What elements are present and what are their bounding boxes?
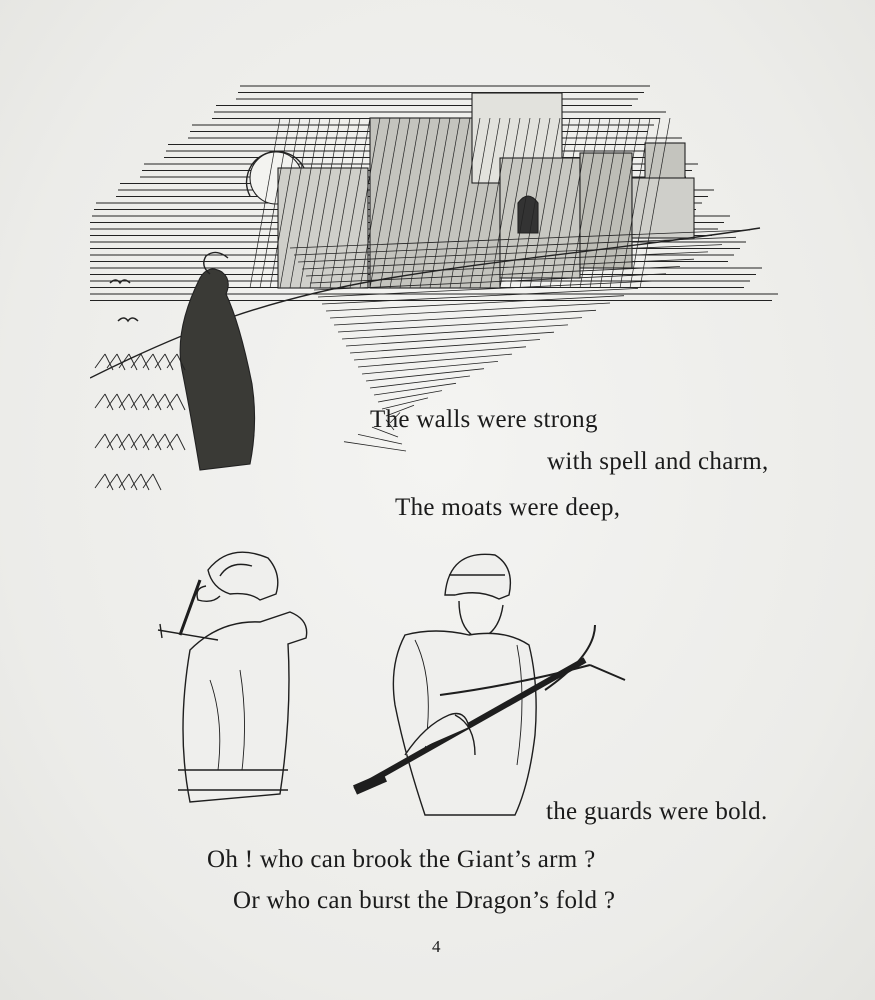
guard-with-crossbow-illustration bbox=[345, 545, 630, 825]
verse-line-3: The moats were deep, bbox=[395, 494, 621, 521]
verse-line-5: Oh ! who can brook the Giant’s arm ? bbox=[207, 846, 596, 873]
verse-line-2: with spell and charm, bbox=[547, 448, 769, 475]
castle-illustration bbox=[90, 78, 780, 548]
guard-with-sword-illustration bbox=[150, 540, 320, 825]
page-number: 4 bbox=[432, 937, 441, 956]
verse-line-6: Or who can burst the Dragon’s fold ? bbox=[233, 887, 616, 914]
verse-line-4: the guards were bold. bbox=[546, 798, 768, 825]
verse-line-1: The walls were strong bbox=[370, 406, 598, 433]
